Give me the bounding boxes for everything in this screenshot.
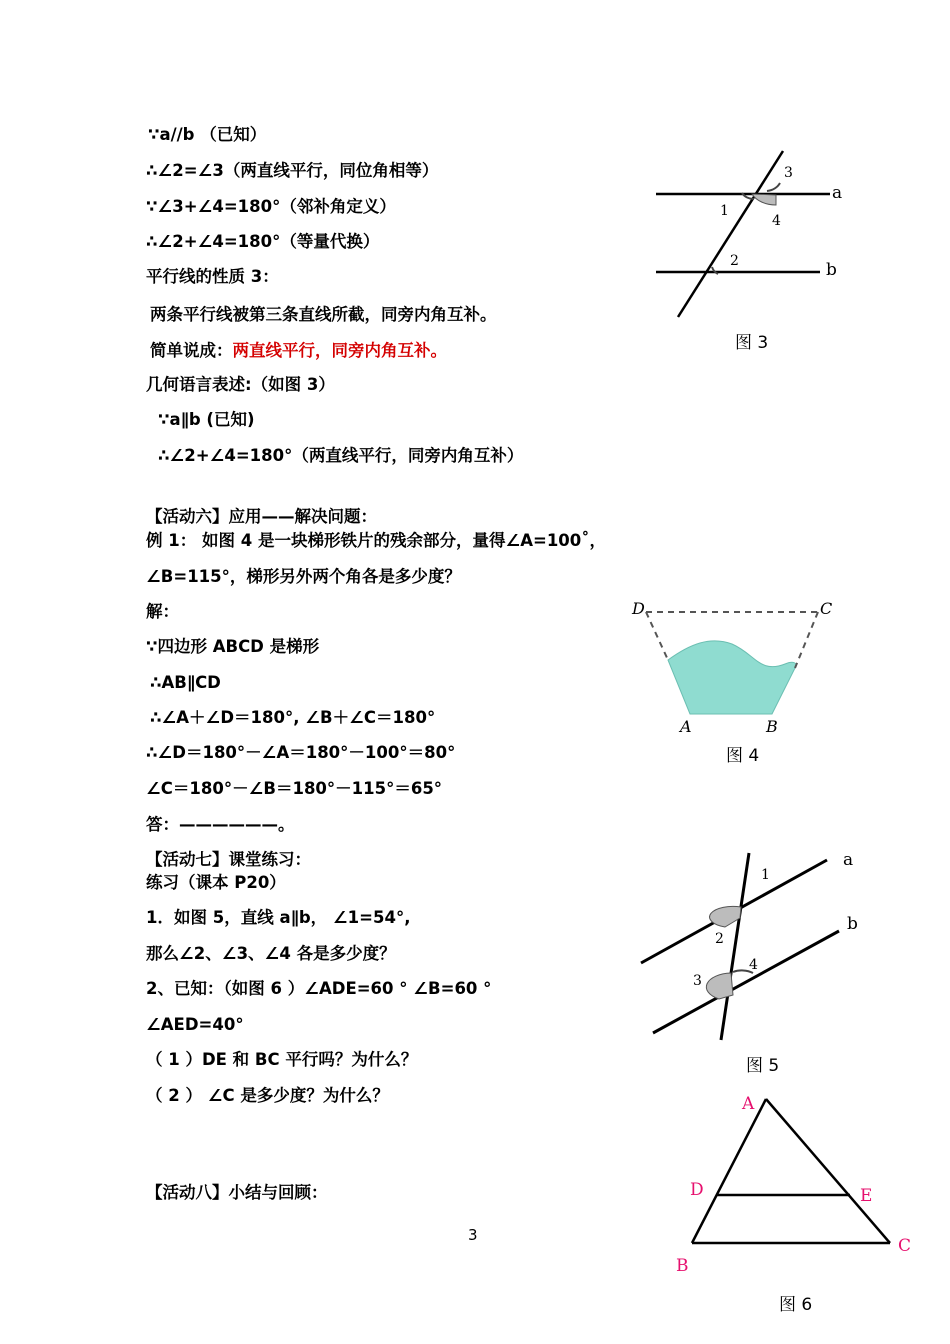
figure-3: [650, 145, 850, 325]
example1-question-cont: ∠B=115°，梯形另外两个角各是多少度？: [146, 567, 461, 586]
example1-question: 例 1： 如图 4 是一块梯形铁片的残余部分，量得∠A=100˚，: [146, 531, 607, 550]
fig3-label-a: a: [832, 183, 843, 203]
answer-line: 答：——————。: [146, 815, 295, 834]
fig6-label-D: D: [690, 1180, 704, 1200]
sol-step-3: ∴∠A＋∠D＝180°, ∠B＋∠C＝180°: [150, 708, 436, 727]
fig3-label-1: 1: [720, 203, 729, 219]
fig5-caption: 图 5: [746, 1056, 780, 1076]
exercise-2-q1: （ 1 ）DE 和 BC 平行吗？为什么？: [146, 1050, 418, 1069]
fig5-label-a: a: [843, 850, 854, 870]
fig3-label-b: b: [826, 260, 837, 280]
exercise-2: 2、已知：（如图 6 ）∠ADE=60 ° ∠B=60 °: [146, 979, 492, 998]
sol-step-4: ∴∠D＝180°－∠A＝180°－100°＝80°: [146, 743, 456, 762]
sol-step-5: ∠C＝180°－∠B＝180°－115°＝65°: [146, 779, 443, 798]
solution-label: 解：: [146, 602, 179, 621]
activity6-heading: 【活动六】应用——解决问题：: [146, 507, 377, 526]
given-ab-parallel: ∵a//b （已知）: [148, 125, 267, 144]
sol-step-1: ∵四边形 ABCD 是梯形: [146, 637, 320, 656]
fig4-label-D: D: [632, 599, 645, 618]
geo-conclusion: ∴∠2+∠4=180°（两直线平行，同旁内角互补）: [158, 446, 524, 465]
sol-step-2: ∴AB∥CD: [150, 673, 221, 692]
fig3-caption: 图 3: [735, 333, 769, 353]
fig6-caption: 图 6: [779, 1295, 813, 1315]
fig5-label-3: 3: [693, 973, 702, 989]
activity8-heading: 【活动八】小结与回顾：: [146, 1183, 328, 1202]
exercise-2-cont: ∠AED=40°: [146, 1015, 244, 1034]
fig5-label-2: 2: [715, 931, 724, 947]
fig4-label-C: C: [820, 599, 833, 618]
property3-heading: 平行线的性质 3：: [146, 267, 279, 286]
step-angle2-eq-angle3: ∴∠2=∠3（两直线平行，同位角相等）: [146, 161, 439, 180]
geometry-language-heading: 几何语言表述:（如图 3）: [146, 375, 335, 394]
fig5-label-1: 1: [761, 867, 770, 883]
fig5-label-b: b: [847, 914, 858, 934]
activity7-heading: 【活动七】课堂练习：: [146, 850, 311, 869]
geo-given: ∵a∥b (已知): [158, 410, 255, 429]
step-angle3-plus-angle4: ∵∠3+∠4=180°（邻补角定义）: [146, 197, 396, 216]
short-prefix: 简单说成：: [150, 341, 233, 360]
short-statement: 两直线平行，同旁内角互补。: [232, 341, 447, 360]
fig4-label-A: A: [680, 717, 692, 736]
step-angle2-plus-angle4: ∴∠2+∠4=180°（等量代换）: [146, 232, 380, 251]
figure-4: [620, 596, 850, 736]
exercise-2-q2: （ 2 ） ∠C 是多少度？为什么？: [146, 1086, 389, 1105]
figure-5: [635, 845, 865, 1045]
fig4-caption: 图 4: [726, 746, 760, 766]
page-number: 3: [468, 1226, 478, 1244]
fig5-label-4: 4: [749, 957, 758, 973]
fig3-label-2: 2: [730, 253, 739, 269]
fig6-label-A: A: [742, 1094, 755, 1114]
fig3-label-3: 3: [784, 165, 793, 181]
property3-short: [150, 340, 447, 362]
exercise-heading: 练习（课本 P20）: [146, 873, 286, 892]
exercise-1-question: 那么∠2、∠3、∠4 各是多少度？: [146, 944, 396, 963]
exercise-1: 1．如图 5，直线 a∥b， ∠1=54°,: [146, 908, 411, 927]
fig6-label-C: C: [898, 1236, 912, 1256]
fig3-label-4: 4: [772, 213, 781, 229]
fig6-label-E: E: [860, 1186, 873, 1206]
figure-6: [670, 1085, 920, 1285]
fig6-label-B: B: [676, 1256, 689, 1276]
property3-statement: 两条平行线被第三条直线所截，同旁内角互补。: [150, 305, 497, 324]
fig4-label-B: B: [766, 717, 778, 736]
